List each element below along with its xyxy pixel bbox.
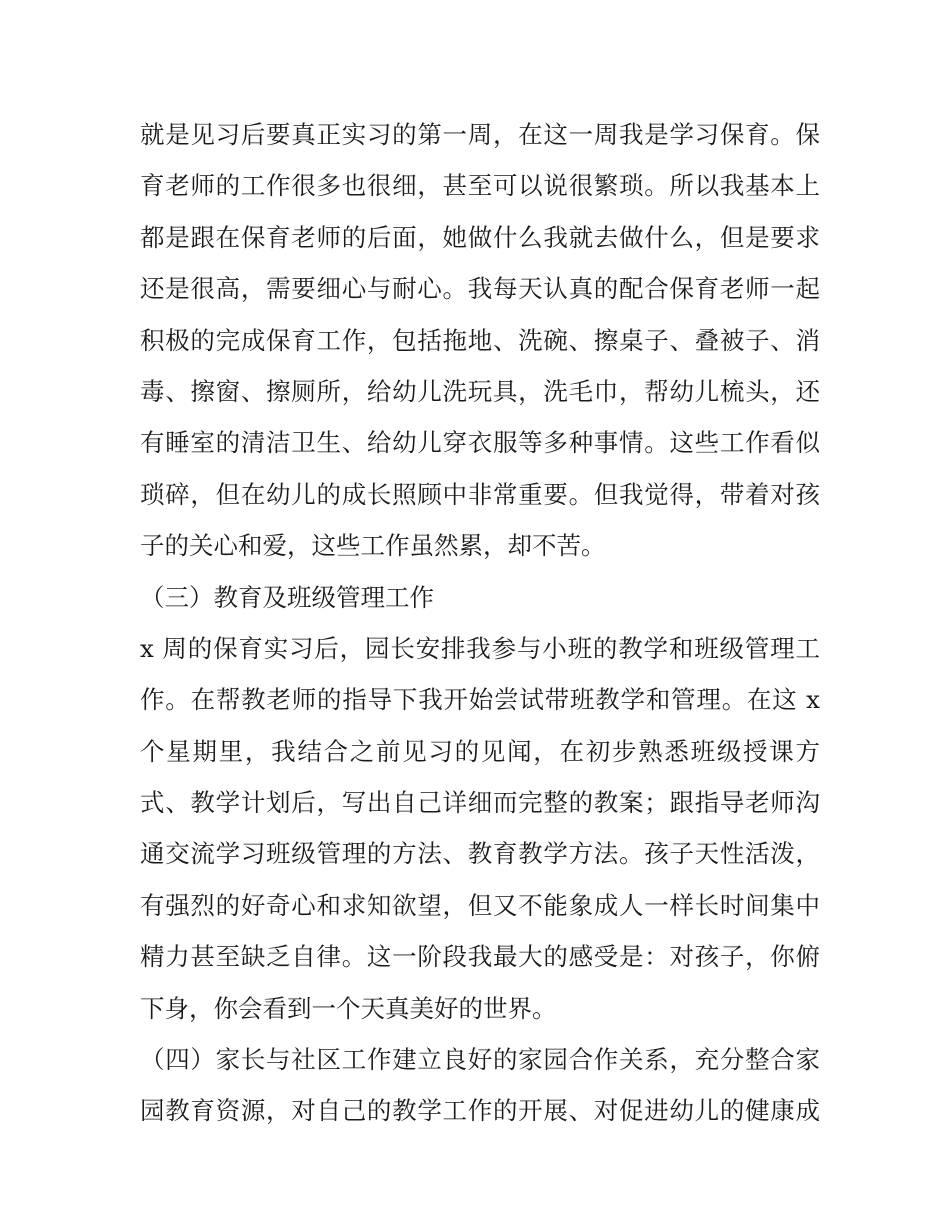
paragraph-line: 下身，你会看到一个天真美好的世界。 [140, 993, 557, 1023]
paragraph-line: 式、教学计划后，写出自己详细而完整的教案；跟指导老师沟 [140, 788, 820, 818]
paragraph-line: 毒、擦窗、擦厕所，给幼儿洗玩具，洗毛巾，帮幼儿梳头，还 [140, 376, 820, 406]
paragraph-line: 都是跟在保育老师的后面，她做什么我就去做什么，但是要求 [140, 222, 820, 252]
paragraph-line: 园教育资源，对自己的教学工作的开展、对促进幼儿的健康成 [140, 1096, 820, 1126]
section-heading: （四）家长与社区工作建立良好的家园合作关系，充分整合家 [140, 1045, 820, 1075]
paragraph-line: x 周的保育实习后，园长安排我参与小班的教学和班级管理工 [140, 633, 820, 663]
document-body [140, 109, 820, 1137]
paragraph-line: 积极的完成保育工作，包括拖地、洗碗、擦桌子、叠被子、消 [140, 325, 820, 355]
paragraph-line: 就是见习后要真正实习的第一周，在这一周我是学习保育。保 [140, 120, 820, 149]
paragraph-line: 有睡室的清洁卫生、给幼儿穿衣服等多种事情。这些工作看似 [140, 428, 820, 458]
paragraph-line: 通交流学习班级管理的方法、教育教学方法。孩子天性活泼， [140, 839, 820, 869]
paragraph-line: 子的关心和爱，这些工作虽然累，却不苦。 [140, 531, 606, 561]
paragraph-line: 育老师的工作很多也很细，甚至可以说很繁琐。所以我基本上 [140, 171, 820, 201]
paragraph-line: 有强烈的好奇心和求知欲望，但又不能象成人一样长时间集中 [140, 890, 820, 920]
paragraph-line: 琐碎，但在幼儿的成长照顾中非常重要。但我觉得，带着对孩 [140, 479, 820, 509]
paragraph-line: 个星期里，我结合之前见习的见闻，在初步熟悉班级授课方 [140, 736, 820, 766]
paragraph-line: 作。在帮教老师的指导下我开始尝试带班教学和管理。在这 x [140, 685, 820, 715]
paragraph-line: 精力甚至缺乏自律。这一阶段我最大的感受是：对孩子，你俯 [140, 942, 820, 972]
paragraph-line: 还是很高，需要细心与耐心。我每天认真的配合保育老师一起 [140, 274, 820, 304]
section-heading: （三）教育及班级管理工作 [140, 582, 434, 612]
